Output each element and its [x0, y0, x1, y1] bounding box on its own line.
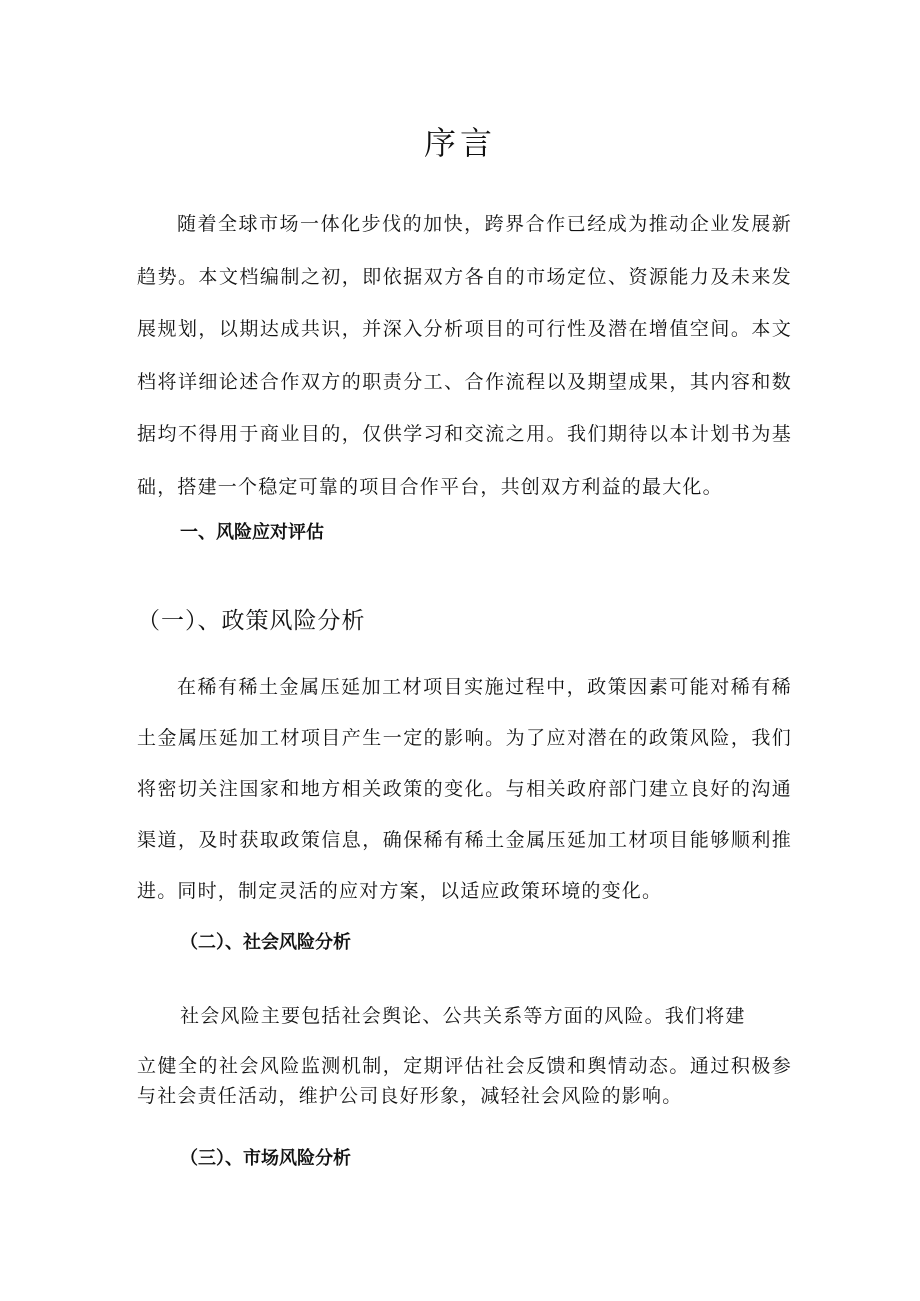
- subsection-heading-policy-risk: （一）、政策风险分析: [137, 608, 366, 634]
- intro-paragraph: 随着全球市场一体化步伐的加快，跨界合作已经成为推动企业发展新趋势。本文档编制之初，即依据双方各自的市场定位、资源能力及未来发展规划，以期达成共识，并深入分析项目的可行性及潜在增值空间。本文档将详细论述合作双方的职责分工、合作流程以及期望成果，其内容和数据均不得用于商业目的，仅供学习和交流之用。我们期待以本计划书为基础，搭建一个稳定可靠的项目合作平台，共创双方利益的最大化。: [137, 213, 792, 498]
- subsection-heading-social-risk: （二）、社会风险分析: [180, 932, 351, 953]
- social-risk-paragraph-rest: 立健全的社会风险监测机制，定期评估社会反馈和舆情动态。通过积极参与社会责任活动，维护公司良好形象，减轻社会风险的影响。: [137, 1055, 792, 1107]
- section-heading-risk-assessment: 一、风险应对评估: [180, 522, 324, 543]
- policy-risk-paragraph: 在稀有稀土金属压延加工材项目实施过程中，政策因素可能对稀有稀土金属压延加工材项目产生一定的影响。为了应对潜在的政策风险，我们将密切关注国家和地方相关政策的变化。与相关政府部门建立良好的沟通渠道，及时获取政策信息，确保稀有稀土金属压延加工材项目能够顺利推进。同时，制定灵活的应对方案，以适应政策环境的变化。: [137, 676, 792, 902]
- subsection-heading-market-risk: （三）、市场风险分析: [180, 1148, 351, 1169]
- social-risk-paragraph-line1: 社会风险主要包括社会舆论、公共关系等方面的风险。我们将建: [180, 1005, 746, 1027]
- document-title: 序言: [423, 124, 496, 162]
